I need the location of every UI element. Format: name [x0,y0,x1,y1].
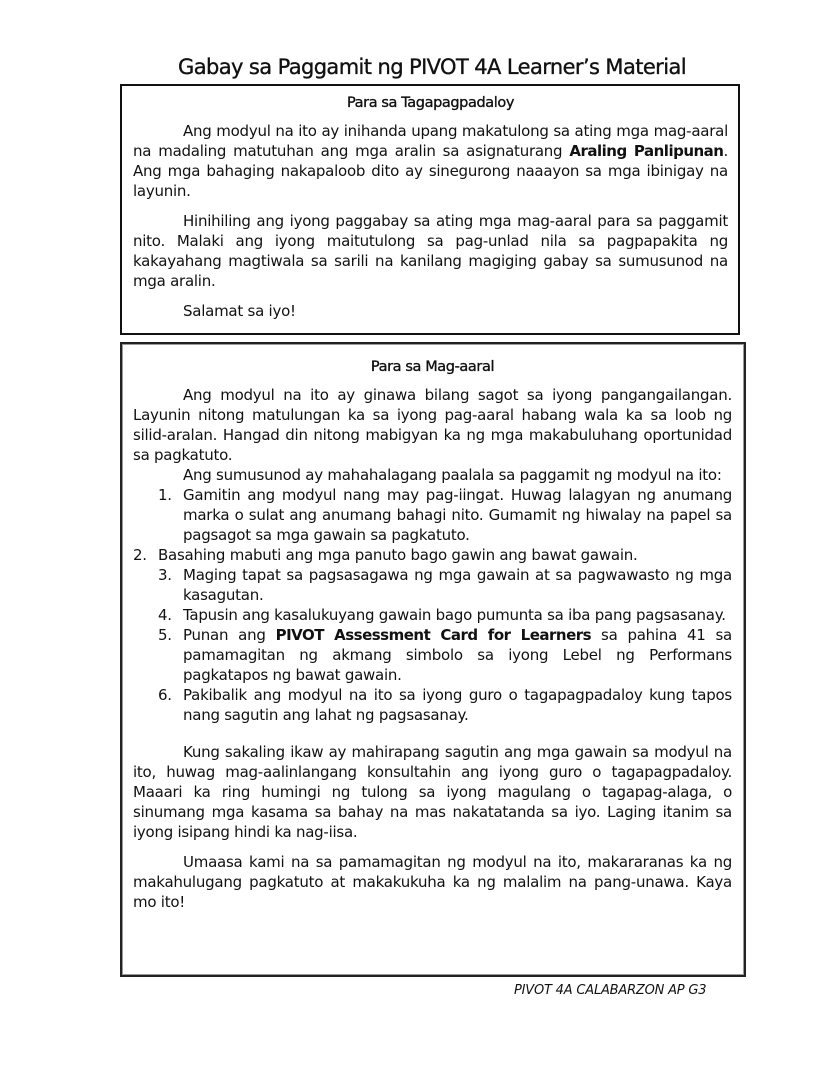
help-paragraph: Kung sakaling ikaw ay mahirapang sagutin ang mga gawain sa modyul na ito, huwag mag-aalinlangang konsultahin ang iyong guro o tagapagpadaloy. Maaari ka ring humingi ng tulong sa iyong magulang o tagapag-alaga, o sinumang mga kasama sa bahay na mas nakatatanda sa iyo. Laging itanim sa iyong isipang hindi ka nag-iisa. [133,743,732,841]
list-item [133,605,732,625]
list-item-text-end: sa pahina 41 sa pamamagitan ng akmang simbolo sa iyong Lebel ng Performans pagkatapos ng bawat gawain. [183,626,732,684]
page-title: Gabay sa Paggamit ng PIVOT 4A Learner’s Material [178,55,686,79]
list-item-text: Pakibalik ang modyul na ito sa iyong guro o tagapagpadaloy kung tapos nang sagutin ang lahat ng pagsasanay. [183,686,732,724]
reminders-intro: Ang sumusunod ay mahahalagang paalala sa paggamit ng modyul na ito: [183,466,722,484]
list-item-text: Basahing mabuti ang mga panuto bago gawin ang bawat gawain. [158,546,638,564]
list-item [133,545,732,565]
facilitator-heading: Para sa Tagapagpadaloy [346,95,515,111]
reminders-list [133,485,732,725]
facilitator-closing: Salamat sa iyo! [183,302,296,320]
closing-paragraph: Umaasa kami na sa pamamagitan ng modyul na ito, makararanas ka ng makahulugang pagkatuto at makakukuha ka ng malalim na pang-unawa. Kaya mo ito! [133,853,732,911]
list-item [133,625,732,685]
list-item-number: 2. [133,546,147,564]
list-item-text: Tapusin ang kasalukuyang gawain bago pumunta sa iba pang pagsasanay. [183,606,726,624]
page-footer: PIVOT 4A CALABARZON AP G3 [514,983,707,998]
facilitator-box [120,84,740,335]
subject-name: Araling Panlipunan [569,142,724,160]
list-item [133,485,732,545]
facilitator-paragraph-1-text: Ang modyul na ito ay inihanda upang makatulong sa ating mga mag-aaral na madaling matutuhan ang mga aralin sa asignaturang [133,122,728,160]
facilitator-paragraph-2: Hinihiling ang iyong paggabay sa ating mga mag-aaral para sa paggamit nito. Malaki ang iyong maitutulong sa pag-unlad nila sa pagpapakita ng kakayahang magtiwala sa sarili na kanilang magiging gabay sa sumusunod na mga aralin. [133,212,728,290]
list-item-number: 3. [158,566,172,584]
list-item-text: Maging tapat sa pagsasagawa ng mga gawain at sa pagwawasto ng mga kasagutan. [183,566,732,604]
list-item-number: 1. [158,486,172,504]
list-item-text: Gamitin ang modyul nang may pag-iingat. Huwag lalagyan ng anumang marka o sulat ang anumang bahagi nito. Gumamit ng hiwalay na papel sa pagsagot sa mga gawain sa pagkatuto. [183,486,732,544]
assessment-card-name: PIVOT Assessment Card for Learners [275,626,592,644]
learner-intro: Ang modyul na ito ay ginawa bilang sagot sa iyong pangangailangan. Layunin nitong matulungan ka sa iyong pag-aaral habang wala ka sa loob ng silid-aralan. Hangad din nitong mabigyan ka ng mga makabuluhang oportunidad sa pagkatuto. [133,386,732,464]
list-item-text-start: Punan ang [183,626,276,644]
learner-heading: Para sa Mag-aaral [370,359,495,375]
list-item-number: 6. [158,686,172,704]
list-item [133,565,732,605]
list-item-number: 4. [158,606,172,624]
list-item [133,685,732,725]
facilitator-paragraph-1 [133,121,728,201]
learner-box [120,342,746,977]
facilitator-paragraph-1-text-end: . Ang mga bahaging nakapaloob dito ay sinegurong naaayon sa mga ibinigay na layunin. [133,142,729,200]
list-item-number: 5. [158,626,172,644]
